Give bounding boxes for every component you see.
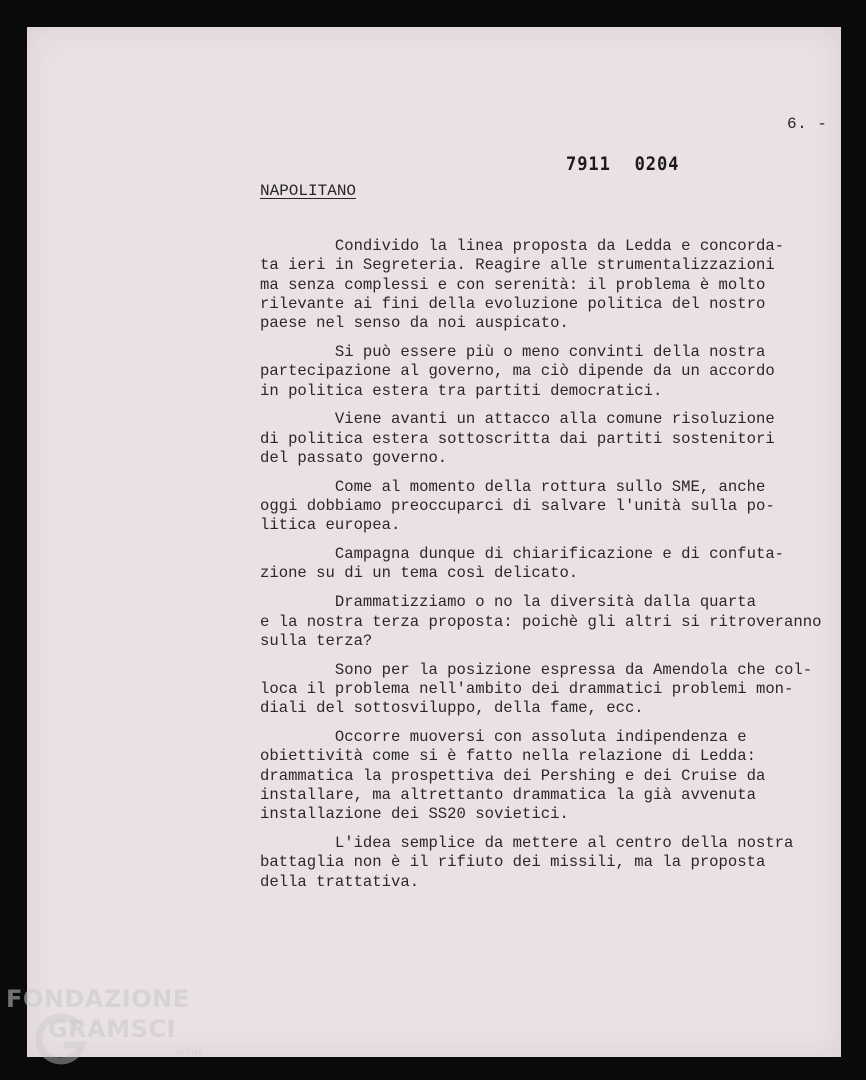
watermark-sub: onlus bbox=[176, 1047, 203, 1058]
paragraph: Drammatizziamo o no la diversità dalla quarta e la nostra terza proposta: poichè gli altri si ritroveranno sulla terza? bbox=[260, 593, 822, 650]
page-number: 6. - bbox=[787, 115, 828, 133]
fondazione-gramsci-watermark bbox=[6, 985, 216, 1075]
paragraph: Condivido la linea proposta da Ledda e concorda- ta ieri in Segreteria. Reagire alle strumentalizzazioni ma senza complessi e con serenità: il problema è molto rilevante ai fini della evoluzione politica del nostro paese nel senso da noi auspicato. bbox=[260, 237, 785, 333]
document-code: 7911 0204 bbox=[566, 153, 680, 175]
paragraph: Come al momento della rottura sullo SME, anche oggi dobbiamo preoccuparci di salvare l'unità sulla po- litica europea. bbox=[260, 477, 775, 535]
paragraph: Si può essere più o meno convinti della nostra partecipazione al governo, ma ciò dipende da un accordo in politica estera tra partiti democratici. bbox=[260, 342, 775, 400]
paragraph: Sono per la posizione espressa da Amendola che col- loca il problema nell'ambito dei drammatici problemi mon- diali del sottosviluppo, della fame, ecc. bbox=[260, 660, 813, 718]
watermark-line1: FONDAZIONE bbox=[6, 985, 190, 1013]
paragraph: Viene avanti un attacco alla comune risoluzione di politica estera sottoscritta dai partiti sostenitori del passato governo. bbox=[260, 410, 775, 467]
paragraph: L'idea semplice da mettere al centro della nostra battaglia non è il rifiuto dei missili, ma la proposta della trattativa. bbox=[260, 834, 794, 891]
paragraph: Occorre muoversi con assoluta indipendenza e obiettività come si è fatto nella relazione di Ledda: drammatica la prospettiva dei Pershing e dei Cruise da installare, ma altrettanto drammatica la già avvenuta installazione dei SS20 sovietici. bbox=[260, 728, 766, 824]
document-body bbox=[260, 237, 850, 901]
speaker-title: NAPOLITANO bbox=[260, 182, 357, 200]
watermark-line2: GRAMSCI bbox=[48, 1015, 176, 1043]
paragraph: Campagna dunque di chiarificazione e di confuta- zione su di un tema così delicato. bbox=[260, 545, 785, 583]
